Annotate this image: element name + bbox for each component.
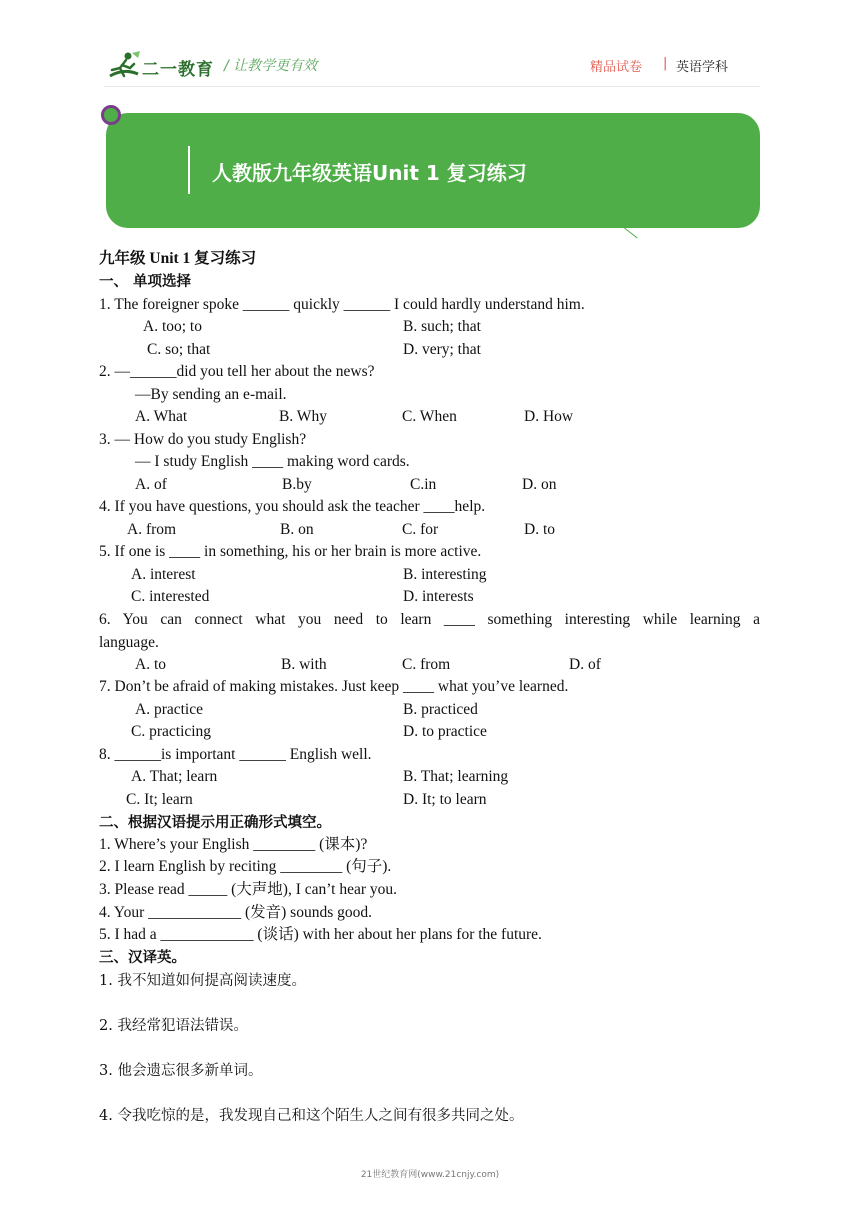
question-2-reply: —By sending an e-mail. [135,386,287,403]
option-4b: B. on [280,521,314,538]
option-5a: A. interest [131,566,196,583]
translate-item-3: 3. 他会遗忘很多新单词。 [99,1063,263,1079]
question-3-reply: — I study English ____ making word cards. [135,453,410,470]
fill-item-4: 4. Your ____________ (发音) sounds good. [99,904,372,921]
option-2b: B. Why [279,408,327,425]
option-5d: D. interests [403,588,474,605]
option-7d: D. to practice [403,723,487,740]
fill-item-2: 2. I learn English by reciting ________ (句子). [99,858,392,875]
option-3c: C.in [410,476,437,493]
option-3d: D. on [522,476,557,493]
subject-label: 英语学科 [676,60,729,75]
option-4d: D. to [524,521,555,538]
option-8d: D. It; to learn [403,791,487,808]
option-3b: B.by [282,476,312,493]
option-1d: D. very; that [403,341,481,358]
category-label: 精品试卷 [590,60,643,75]
fill-item-1: 1. Where’s your English ________ (课本)? [99,836,368,853]
option-5c: C. interested [131,588,210,605]
fill-item-3: 3. Please read _____ (大声地), I can’t hear you. [99,881,397,898]
option-8b: B. That; learning [403,768,509,785]
question-7: 7. Don’t be afraid of making mistakes. Just keep ____ what you’ve learned. [99,678,569,695]
option-2d: D. How [524,408,574,425]
question-8: 8. ______is important ______ English well. [99,746,372,763]
option-2c: C. When [402,408,457,425]
question-3: 3. — How do you study English? [99,431,307,448]
section-3-heading: 三、汉译英。 [99,949,186,966]
option-1a: A. too; to [143,318,202,335]
section-2-heading: 二、根据汉语提示用正确形式填空。 [99,814,331,831]
option-1b: B. such; that [403,318,481,335]
option-4c: C. for [402,521,439,538]
option-3a: A. of [135,476,167,493]
page-footer: 21世纪教育网(www.21cnjy.com) [360,1170,500,1180]
question-4: 4. If you have questions, you should ask the teacher ____help. [99,498,486,515]
option-7a: A. practice [135,701,203,718]
option-7b: B. practiced [403,701,478,718]
logo-text: 二一教育 [142,60,214,80]
option-4a: A. from [127,521,177,538]
option-6a: A. to [135,656,166,673]
slogan: / 让教学更有效 [224,58,318,74]
option-5b: B. interesting [403,566,487,583]
option-8c: C. It; learn [126,791,193,808]
section-1-heading: 一、 单项选择 [99,273,192,290]
banner-circle-decoration [101,105,121,125]
banner-title: 人教版九年级英语Unit 1 复习练习 [212,161,527,185]
question-2: 2. —______did you tell her about the news? [99,363,375,380]
option-7c: C. practicing [131,723,212,740]
translate-item-2: 2. 我经常犯语法错误。 [99,1018,248,1034]
header-separator: | [663,56,668,71]
option-6d: D. of [569,656,601,673]
option-1c: C. so; that [147,341,211,358]
option-6c: C. from [402,656,451,673]
doc-title: 九年级 Unit 1 复习练习 [99,250,257,267]
question-6-line-2: language. [99,634,159,651]
question-5: 5. If one is ____ in something, his or her brain is more active. [99,543,482,560]
question-1: 1. The foreigner spoke ______ quickly ______ I could hardly understand him. [99,296,585,313]
option-6b: B. with [281,656,327,673]
translate-item-4: 4. 令我吃惊的是，我发现自己和这个陌生人之间有很多共同之处。 [99,1108,524,1124]
question-6-line-1: 6. You can connect what you need to learn ____ something interesting while learning a [99,611,760,628]
banner-accent-bar [188,146,190,194]
option-8a: A. That; learn [131,768,218,785]
fill-item-5: 5. I had a ____________ (谈话) with her about her plans for the future. [99,926,542,943]
translate-item-1: 1. 我不知道如何提高阅读速度。 [99,973,306,989]
header-divider [104,86,760,87]
option-2a: A. What [135,408,188,425]
